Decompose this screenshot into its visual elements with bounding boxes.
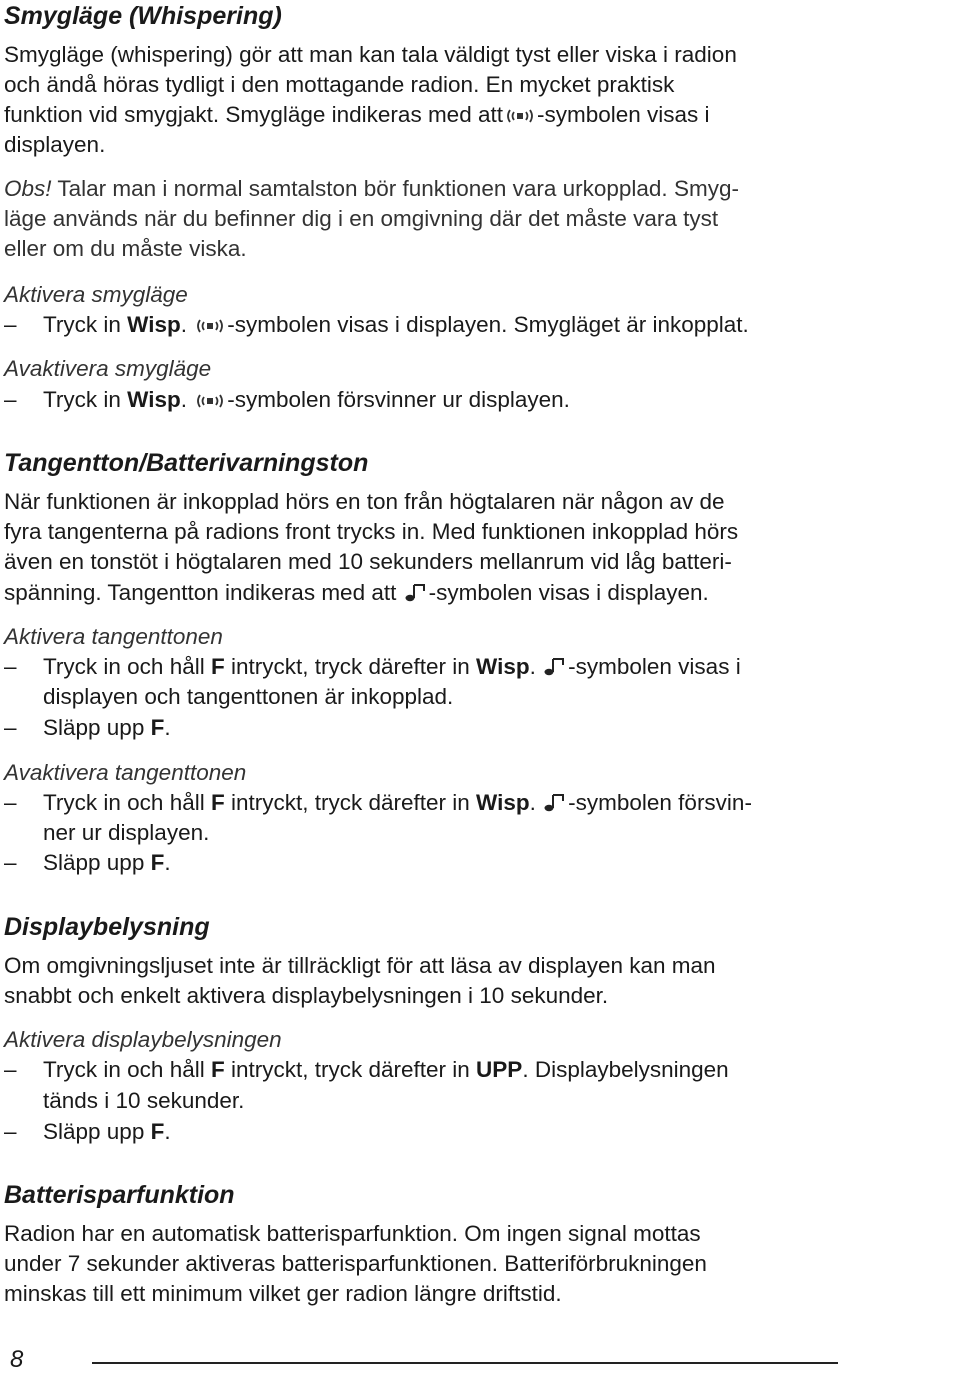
list-dash: –	[4, 1057, 17, 1082]
text: -symbolen försvin-	[568, 790, 752, 815]
list-item	[43, 788, 752, 818]
list-item-continuation: tänds i 10 sekunder.	[43, 1088, 245, 1113]
paragraph-line	[4, 100, 710, 130]
list-dash: –	[4, 654, 17, 679]
paragraph-line: även en tonstöt i högtalaren med 10 sekunders mellanrum vid låg batteri-	[4, 549, 732, 574]
note-line: eller om du måste viska.	[4, 236, 247, 261]
paragraph-line: När funktionen är inkopplad hörs en ton från högtalaren när någon av de	[4, 489, 725, 514]
subheading-deactivate-tone: Avaktivera tangenttonen	[4, 760, 247, 785]
text: . Displaybelysningen	[522, 1057, 729, 1082]
subheading-activate-tone: Aktivera tangenttonen	[4, 624, 223, 649]
subheading-activate-light: Aktivera displaybelysningen	[4, 1027, 282, 1052]
key-name: F	[150, 1119, 165, 1144]
text: intryckt, tryck därefter in	[224, 654, 477, 679]
subheading-activate-whisper: Aktivera smygläge	[4, 282, 188, 307]
text: -symbolen visas i	[568, 654, 741, 679]
text: .	[164, 1119, 171, 1144]
paragraph-line: under 7 sekunder aktiveras batterisparfunktionen. Batteriförbrukningen	[4, 1251, 707, 1276]
key-name: Wisp	[127, 312, 181, 337]
text: funktion vid smygjakt. Smygläge indikeras med att	[4, 102, 503, 127]
paragraph-line: snabbt och enkelt aktivera displaybelysningen i 10 sekunder.	[4, 983, 609, 1008]
section-title-display-light: Displaybelysning	[4, 913, 210, 941]
whisper-symbol-icon	[505, 107, 535, 125]
text: Tryck in	[43, 387, 128, 412]
list-item	[43, 385, 570, 415]
paragraph-line: fyra tangenterna på radions front trycks in. Med funktionen inkopplad hörs	[4, 519, 739, 544]
paragraph-line: och ändå höras tydligt i den mottagande radion. En mycket praktisk	[4, 72, 675, 97]
section-title-key-tone: Tangentton/Batterivarningston	[4, 449, 369, 477]
list-dash: –	[4, 1119, 17, 1144]
list-item	[43, 1055, 729, 1085]
key-name: UPP	[476, 1057, 523, 1082]
paragraph-line: Radion har en automatisk batterisparfunktion. Om ingen signal mottas	[4, 1221, 701, 1246]
text: spänning. Tangentton indikeras med att	[4, 580, 397, 605]
text: .	[164, 715, 171, 740]
list-item	[43, 652, 741, 682]
text: .	[529, 790, 536, 815]
list-dash: –	[4, 850, 17, 875]
list-item	[43, 1117, 171, 1147]
text: -symbolen visas i displayen. Smygläget är inkopplat.	[227, 312, 749, 337]
list-dash: –	[4, 387, 17, 412]
text: Släpp upp	[43, 850, 151, 875]
list-dash: –	[4, 790, 17, 815]
subheading-deactivate-whisper: Avaktivera smygläge	[4, 356, 212, 381]
obs-label: Obs!	[4, 176, 52, 201]
note-line: läge används när du befinner dig i en omgivning där det måste vara tyst	[4, 206, 719, 231]
key-name: F	[210, 654, 225, 679]
list-item-continuation: displayen och tangenttonen är inkopplad.	[43, 684, 454, 709]
list-item	[43, 713, 171, 743]
list-dash: –	[4, 312, 17, 337]
text: Talar man i normal samtalston bör funktionen vara urkopplad. Smyg-	[51, 176, 739, 201]
section-title-whispering: Smygläge (Whispering)	[4, 2, 282, 30]
text: Släpp upp	[43, 715, 151, 740]
text: intryckt, tryck därefter in	[224, 1057, 477, 1082]
key-name: Wisp	[476, 654, 530, 679]
paragraph-line: displayen.	[4, 132, 106, 157]
text: Släpp upp	[43, 1119, 151, 1144]
paragraph-line	[4, 578, 709, 608]
text: Tryck in och håll	[43, 1057, 211, 1082]
key-name: F	[150, 715, 165, 740]
section-title-battery-save: Batterisparfunktion	[4, 1181, 235, 1209]
note-line	[4, 174, 739, 204]
whisper-symbol-icon	[195, 392, 225, 410]
key-name: Wisp	[127, 387, 181, 412]
list-item	[43, 310, 749, 340]
text: intryckt, tryck därefter in	[224, 790, 477, 815]
note-symbol-icon	[405, 583, 427, 603]
list-dash: –	[4, 715, 17, 740]
key-name: Wisp	[476, 790, 530, 815]
page-number: 8	[10, 1346, 24, 1373]
paragraph-line: Smygläge (whispering) gör att man kan tala väldigt tyst eller viska i radion	[4, 42, 737, 67]
paragraph-line: minskas till ett minimum vilket ger radion längre driftstid.	[4, 1281, 562, 1306]
whisper-symbol-icon	[195, 317, 225, 335]
note-symbol-icon	[544, 657, 566, 677]
text: Tryck in och håll	[43, 790, 211, 815]
list-item	[43, 848, 171, 878]
footer-rule	[92, 1362, 838, 1364]
key-name: F	[210, 790, 225, 815]
note-symbol-icon	[544, 793, 566, 813]
list-item-continuation: ner ur displayen.	[43, 820, 210, 845]
key-name: F	[210, 1057, 225, 1082]
paragraph-line: Om omgivningsljuset inte är tillräckligt för att läsa av displayen kan man	[4, 953, 716, 978]
text: -symbolen visas i displayen.	[428, 580, 709, 605]
text: .	[529, 654, 536, 679]
text: .	[180, 387, 187, 412]
text: Tryck in	[43, 312, 128, 337]
text: Tryck in och håll	[43, 654, 211, 679]
text: -symbolen försvinner ur displayen.	[227, 387, 570, 412]
text: .	[164, 850, 171, 875]
key-name: F	[150, 850, 165, 875]
text: -symbolen visas i	[536, 102, 710, 127]
text: .	[180, 312, 187, 337]
